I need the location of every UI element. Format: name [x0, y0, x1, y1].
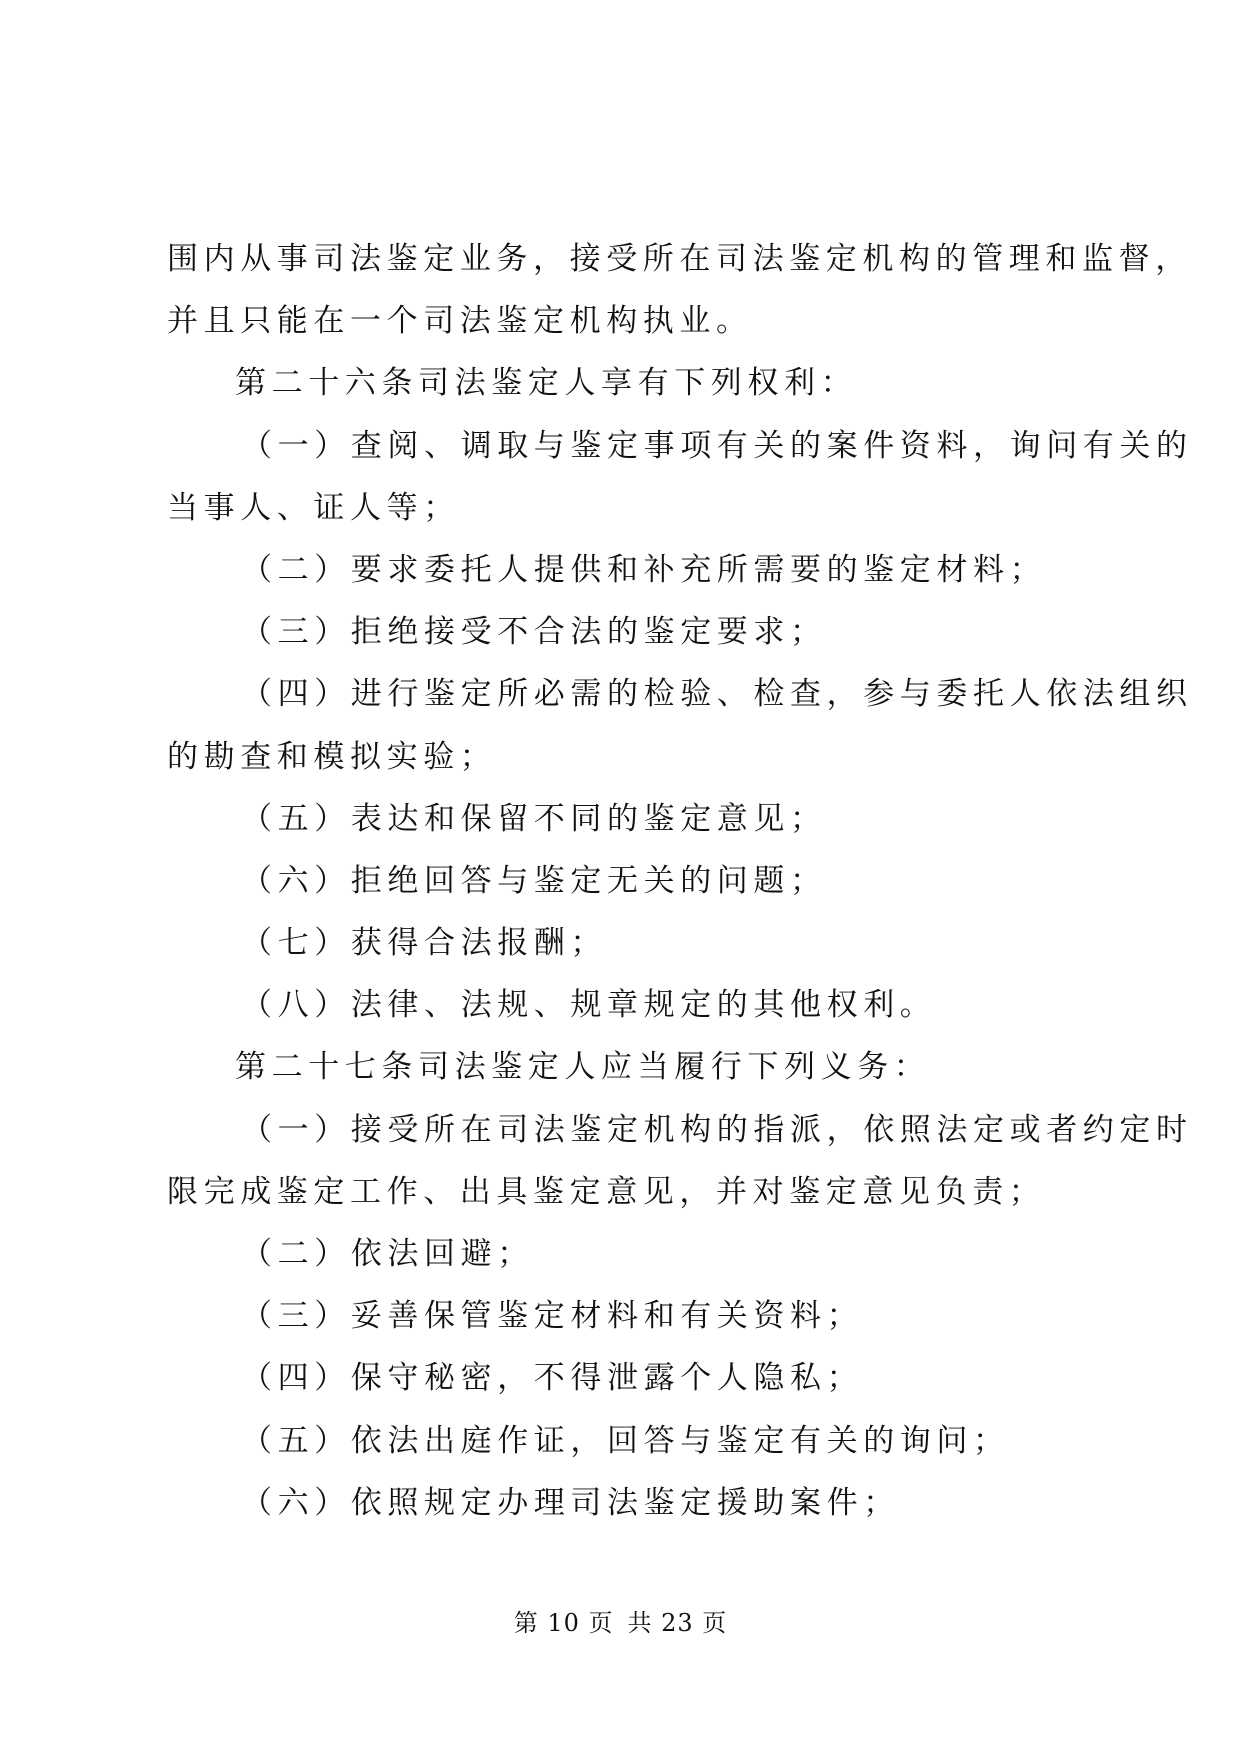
- article-heading-27: 第二十七条司法鉴定人应当履行下列义务：: [235, 1049, 931, 1086]
- body-line: 当事人、证人等；: [167, 489, 460, 526]
- article-heading-26: 第二十六条司法鉴定人享有下列权利：: [235, 365, 858, 402]
- list-item: （五）表达和保留不同的鉴定意见；: [241, 800, 827, 837]
- document-body: [167, 228, 1193, 1534]
- page-footer: [0, 1603, 1241, 1638]
- list-item: （四）保守秘密，不得泄露个人隐私；: [241, 1360, 864, 1397]
- list-item: （七）获得合法报酬；: [241, 925, 607, 962]
- page-number: 第 10 页: [513, 1609, 614, 1637]
- list-item: （三）妥善保管鉴定材料和有关资料；: [241, 1298, 864, 1335]
- list-item: （六）拒绝回答与鉴定无关的问题；: [241, 862, 827, 899]
- list-item: （一）查阅、调取与鉴定事项有关的案件资料，询问有关的: [241, 427, 1193, 464]
- list-item: （二）要求委托人提供和补充所需要的鉴定材料；: [241, 551, 1047, 588]
- body-line: 的勘查和模拟实验；: [167, 738, 497, 775]
- list-item: （四）进行鉴定所必需的检验、检查，参与委托人依法组织: [241, 676, 1193, 713]
- body-line: 围内从事司法鉴定业务，接受所在司法鉴定机构的管理和监督，: [167, 241, 1192, 277]
- list-item: （八）法律、法规、规章规定的其他权利。: [241, 987, 937, 1024]
- list-item: （三）拒绝接受不合法的鉴定要求；: [241, 614, 827, 651]
- list-item: （六）依照规定办理司法鉴定援助案件；: [241, 1484, 900, 1521]
- body-line: 并且只能在一个司法鉴定机构执业。: [167, 303, 753, 340]
- list-item: （五）依法出庭作证，回答与鉴定有关的询问；: [241, 1422, 1010, 1459]
- body-line: 限完成鉴定工作、出具鉴定意见，并对鉴定意见负责；: [167, 1173, 1046, 1210]
- list-item: （一）接受所在司法鉴定机构的指派，依照法定或者约定时: [241, 1111, 1193, 1148]
- list-item: （二）依法回避；: [241, 1236, 534, 1272]
- page-total: 共 23 页: [627, 1609, 728, 1637]
